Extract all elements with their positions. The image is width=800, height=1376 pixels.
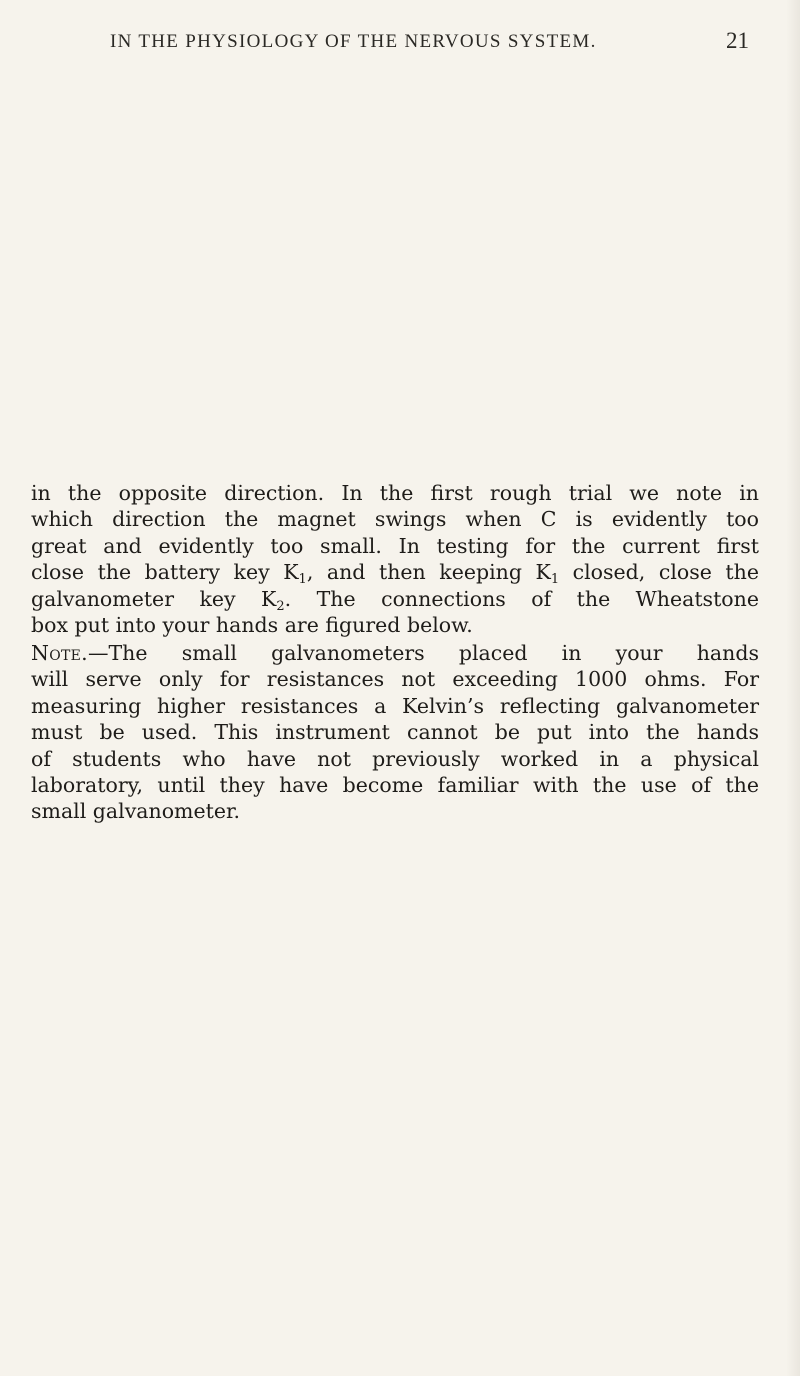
page-edge-shadow <box>786 0 800 1376</box>
text-segment: close the battery key K <box>31 560 299 585</box>
text-line: will serve only for resistances not exceeding 1000 ohms. For <box>31 667 759 692</box>
text-line: measuring higher resistances a Kelvin’s reflecting galvanometer <box>31 693 759 718</box>
text-segment: , and then keeping K <box>306 560 551 585</box>
text-line: must be used. This instrument cannot be put into the hands <box>31 720 759 745</box>
text-line: of students who have not previously worked in a physical <box>31 746 759 771</box>
subscript: 1 <box>298 572 307 588</box>
note-label: Note. <box>31 641 88 665</box>
body-paragraph <box>31 480 759 638</box>
text-line: which direction the magnet swings when C is evidently too <box>31 507 759 532</box>
text-line: laboratory, until they have become familiar with the use of the <box>31 773 759 798</box>
text-segment: . The connections of the Wheatstone <box>284 586 759 611</box>
page-number: 21 <box>726 28 749 53</box>
text-line <box>31 586 759 612</box>
text-line: in the opposite direction. In the first rough trial we note in <box>31 481 759 505</box>
text-line: box put into your hands are figured below. <box>31 613 473 638</box>
text-line <box>31 640 759 666</box>
subscript: 2 <box>276 598 285 614</box>
note-paragraph <box>31 640 759 825</box>
text-line: great and evidently too small. In testing for the current first <box>31 533 759 558</box>
text-segment: galvanometer key K <box>31 586 277 611</box>
text-line <box>31 559 759 588</box>
running-head: IN THE PHYSIOLOGY OF THE NERVOUS SYSTEM. <box>110 31 597 52</box>
text-segment: —The small galvanometers placed in your hands <box>88 641 759 665</box>
text-segment: closed, close the <box>559 560 759 585</box>
subscript: 1 <box>550 572 560 588</box>
text-line: small galvanometer. <box>31 799 241 824</box>
